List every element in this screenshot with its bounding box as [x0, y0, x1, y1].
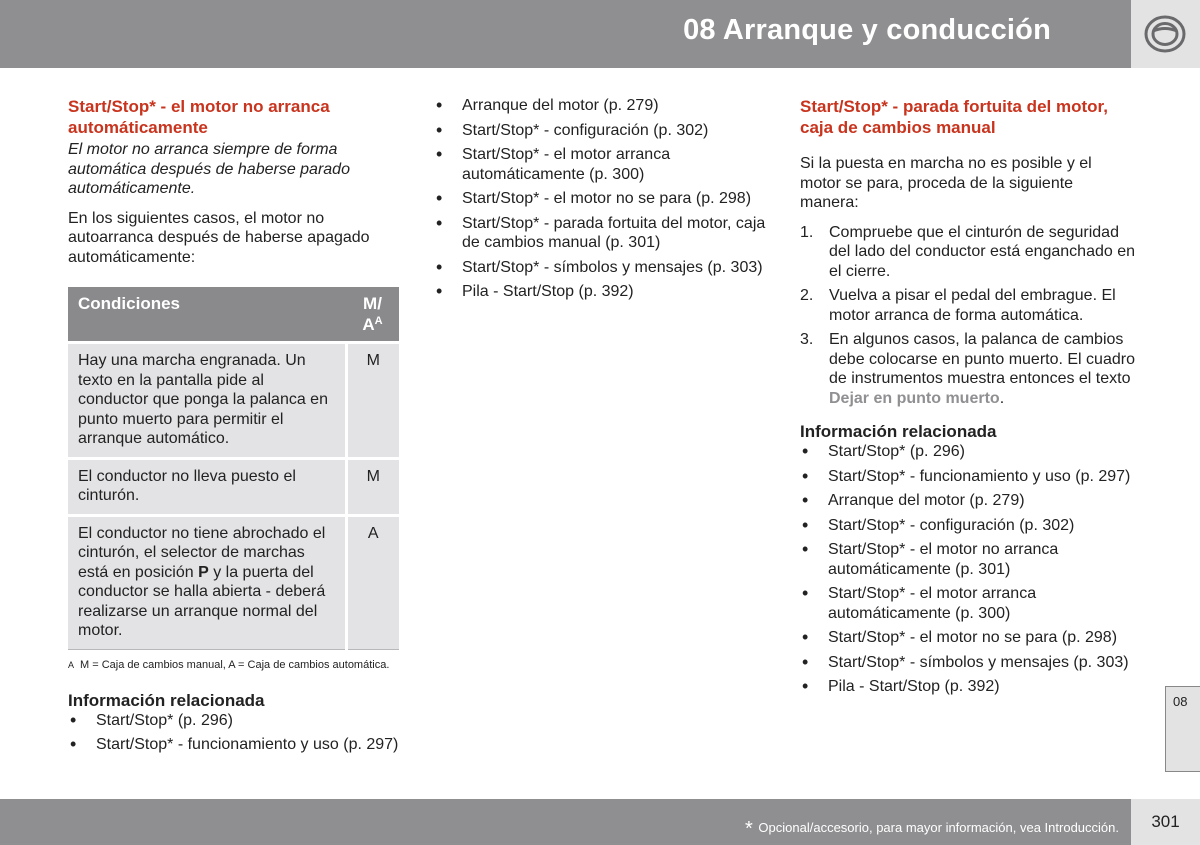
header-m: M/: [363, 294, 382, 313]
chapter-icon-box: [1131, 0, 1200, 68]
table-header-row: [68, 287, 399, 343]
related-link-item[interactable]: • Start/Stop* - el motor no se para (p. 298): [800, 628, 1135, 648]
section-body-2: Si la puesta en marcha no es posible y el motor se para, proceda de la siguiente manera:: [800, 155, 1092, 211]
chapter-side-tab: 08: [1165, 686, 1200, 772]
related-info-list-2: [800, 442, 1135, 697]
table-row: [68, 458, 399, 515]
related-info-list: [68, 711, 400, 755]
conditions-table-body: [68, 343, 399, 650]
related-link-item[interactable]: • Start/Stop* - funcionamiento y uso (p. 297): [68, 735, 400, 755]
display-message-text: Dejar en punto muerto: [829, 389, 1000, 407]
related-info-title: Información relacionada: [68, 690, 265, 710]
related-link-item[interactable]: • Start/Stop* - símbolos y mensajes (p. 303): [434, 258, 774, 278]
table-row: [68, 515, 399, 649]
step-number: 3.: [800, 331, 814, 348]
footer-note-text: Opcional/accesorio, para mayor información, vea Introducción.: [758, 820, 1119, 835]
gearbox-type-cell: M: [346, 458, 399, 515]
steps-list: [800, 223, 1135, 409]
steering-wheel-icon: [1143, 15, 1187, 53]
related-link-item[interactable]: • Arranque del motor (p. 279): [800, 491, 1135, 511]
table-footnote: [68, 659, 400, 671]
step-text: Vuelva a pisar el pedal del embrague. El motor arranca de forma automática.: [829, 287, 1116, 324]
related-info-title-2: Información relacionada: [800, 422, 997, 441]
related-link-item[interactable]: • Pila - Start/Stop (p. 392): [434, 282, 774, 302]
related-link-item[interactable]: • Start/Stop* - símbolos y mensajes (p. 303): [800, 653, 1135, 673]
step-number: 2.: [800, 287, 814, 304]
conditions-table: [68, 287, 399, 650]
section-body: En los siguientes casos, el motor no autoarranca después de haberse apagado automáticamente:: [68, 209, 370, 266]
related-link-item[interactable]: • Start/Stop* - el motor no arranca automáticamente (p. 301): [800, 540, 1135, 579]
footer-asterisk: *: [745, 818, 753, 840]
gearbox-type-cell: M: [346, 343, 399, 459]
related-link-item[interactable]: • Start/Stop* - configuración (p. 302): [434, 121, 774, 141]
related-link-item[interactable]: • Start/Stop* - el motor arranca automáticamente (p. 300): [434, 145, 774, 184]
related-link-item[interactable]: • Start/Stop* - el motor arranca automáticamente (p. 300): [800, 584, 1135, 623]
step-text: En algunos casos, la palanca de cambios debe colocarse en punto muerto. El cuadro de instrumentos muestra entonces el texto: [829, 331, 1135, 387]
related-link-item[interactable]: • Start/Stop* - configuración (p. 302): [800, 516, 1135, 536]
related-link-item[interactable]: • Start/Stop* - parada fortuita del motor, caja de cambios manual (p. 301): [434, 214, 774, 253]
related-link-item[interactable]: • Start/Stop* (p. 296): [800, 442, 1135, 462]
related-link-item[interactable]: • Pila - Start/Stop (p. 392): [800, 677, 1135, 697]
condition-cell: El conductor no tiene abrochado el cinturón, el selector de marchas está en posición P y la puerta del conductor se halla abierta - deberá realizarse un arranque normal del motor.: [68, 515, 346, 649]
section-title: Start/Stop* - el motor no arranca automáticamente: [68, 97, 330, 137]
page-number: 301: [1131, 799, 1200, 845]
related-link-item[interactable]: • Start/Stop* (p. 296): [68, 711, 400, 731]
related-link-item[interactable]: • Arranque del motor (p. 279): [434, 96, 774, 116]
table-row: [68, 343, 399, 459]
chapter-header: [0, 0, 1131, 68]
related-link-item[interactable]: • Start/Stop* - funcionamiento y uso (p. 297): [800, 467, 1135, 487]
header-footnote-ref: A: [374, 315, 383, 327]
footer-bar: [0, 799, 1131, 845]
condition-cell: El conductor no lleva puesto el cinturón.: [68, 458, 346, 515]
related-link-item[interactable]: • Start/Stop* - el motor no se para (p. 298): [434, 189, 774, 209]
section-intro: El motor no arranca siempre de forma automática después de haberse parado automáticamente.: [68, 141, 350, 197]
footnote-text: M = Caja de cambios manual, A = Caja de cambios automática.: [80, 658, 390, 671]
header-m-a: [346, 287, 399, 343]
step-item: 3. En algunos casos, la palanca de cambios debe colocarse en punto muerto. El cuadro de instrumentos muestra entonces el texto Dejar en punto muerto.: [800, 331, 1135, 407]
related-info-list-continued: [434, 96, 774, 302]
gearbox-type-cell: A: [346, 515, 399, 649]
footer-note: [745, 815, 1119, 838]
header-conditions: Condiciones: [68, 287, 346, 343]
column-right: [800, 96, 1135, 702]
step-item: [800, 223, 1135, 282]
column-left: [68, 96, 400, 760]
step-text: Compruebe que el cinturón de seguridad del lado del conductor está enganchado en el cierre.: [829, 223, 1136, 280]
section-title-2: Start/Stop* - parada fortuita del motor, caja de cambios manual: [800, 97, 1108, 137]
step-item: [800, 286, 1135, 325]
column-middle: [434, 96, 774, 307]
condition-cell: Hay una marcha engranada. Un texto en la pantalla pide al conductor que ponga la palanca en punto muerto para permitir el arranque automático.: [68, 343, 346, 459]
header-a: A: [362, 315, 375, 334]
chapter-title: 08 Arranque y conducción: [683, 14, 1051, 46]
footnote-mark: A: [68, 659, 75, 670]
step-number: 1.: [800, 223, 814, 241]
